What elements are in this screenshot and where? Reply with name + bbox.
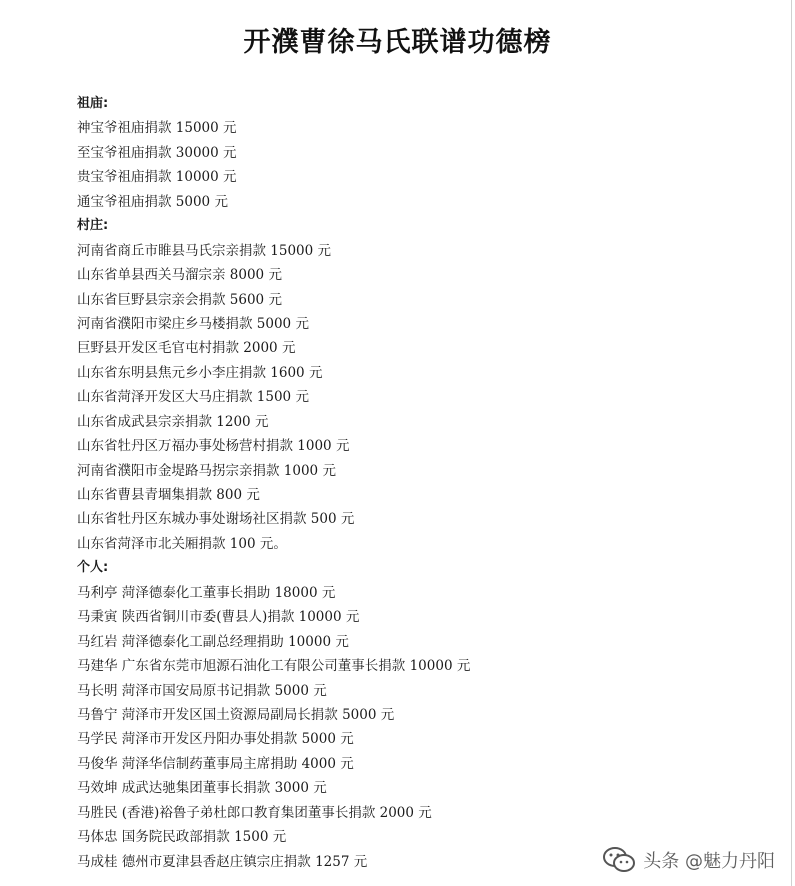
- section-heading-villages: 村庄:: [77, 218, 109, 234]
- list-item: 马学民 菏泽市开发区丹阳办事处捐款 5000 元: [77, 731, 354, 748]
- list-item: 马体忠 国务院民政部捐款 1500 元: [77, 829, 287, 846]
- list-item: 河南省濮阳市金堤路马拐宗亲捐款 1000 元: [77, 462, 336, 479]
- list-item: 神宝爷祖庙捐款 15000 元: [77, 120, 237, 137]
- watermark-text: 头条 @魅力丹阳: [643, 851, 775, 872]
- list-item: 山东省牡丹区万福办事处杨营村捐款 1000 元: [77, 438, 350, 455]
- section-heading-individuals: 个人:: [77, 560, 109, 576]
- list-item: 山东省成武县宗亲捐款 1200 元: [77, 413, 269, 430]
- list-item: 山东省牡丹区东城办事处谢场社区捐款 500 元: [77, 511, 355, 528]
- list-item: 马红岩 菏泽德泰化工副总经理捐助 10000 元: [77, 633, 349, 650]
- list-item: 山东省菏泽开发区大马庄捐款 1500 元: [77, 389, 309, 406]
- list-item: 巨野县开发区毛官屯村捐款 2000 元: [77, 340, 296, 357]
- list-item: 马秉寅 陕西省铜川市委(曹县人)捐款 10000 元: [77, 609, 360, 626]
- list-item: 通宝爷祖庙捐款 5000 元: [77, 193, 228, 210]
- list-item: 马长明 菏泽市国安局原书记捐款 5000 元: [77, 682, 327, 699]
- list-item: 山东省巨野县宗亲会捐款 5600 元: [77, 291, 282, 308]
- list-item: 马成桂 德州市夏津县香赵庄镇宗庄捐款 1257 元: [77, 853, 368, 870]
- page-title: 开濮曹徐马氏联谱功德榜: [243, 27, 552, 58]
- list-item: 马建华 广东省东莞市旭源石油化工有限公司董事长捐款 10000 元: [77, 658, 471, 675]
- list-item: 马利亭 菏泽德泰化工董事长捐助 18000 元: [77, 584, 336, 601]
- section-heading-temples: 祖庙:: [77, 96, 109, 111]
- list-item: 马俊华 菏泽华信制药董事局主席捐助 4000 元: [77, 755, 354, 772]
- list-item: 马效坤 成武达驰集团董事长捐款 3000 元: [77, 780, 327, 797]
- list-item: 山东省东明县焦元乡小李庄捐款 1600 元: [77, 364, 323, 381]
- list-item: 山东省菏泽市北关厢捐款 100 元。: [77, 535, 287, 552]
- watermark: [601, 840, 775, 880]
- list-item: 马胜民 (香港)裕鲁子弟杜郎口教育集团董事长捐款 2000 元: [77, 804, 432, 821]
- list-item: 山东省单县西关马溜宗亲 8000 元: [77, 267, 282, 284]
- list-item: 马鲁宁 菏泽市开发区国土资源局副局长捐款 5000 元: [77, 706, 395, 723]
- list-item: 河南省濮阳市梁庄乡马楼捐款 5000 元: [77, 315, 309, 332]
- list-item: 河南省商丘市睢县马氏宗亲捐款 15000 元: [77, 242, 332, 259]
- wechat-icon: [601, 845, 637, 875]
- list-item: 至宝爷祖庙捐款 30000 元: [77, 144, 237, 161]
- page-edge-divider: [791, 0, 792, 886]
- list-item: 贵宝爷祖庙捐款 10000 元: [77, 169, 237, 186]
- list-item: 山东省曹县青堌集捐款 800 元: [77, 487, 260, 503]
- donor-list: [77, 92, 777, 874]
